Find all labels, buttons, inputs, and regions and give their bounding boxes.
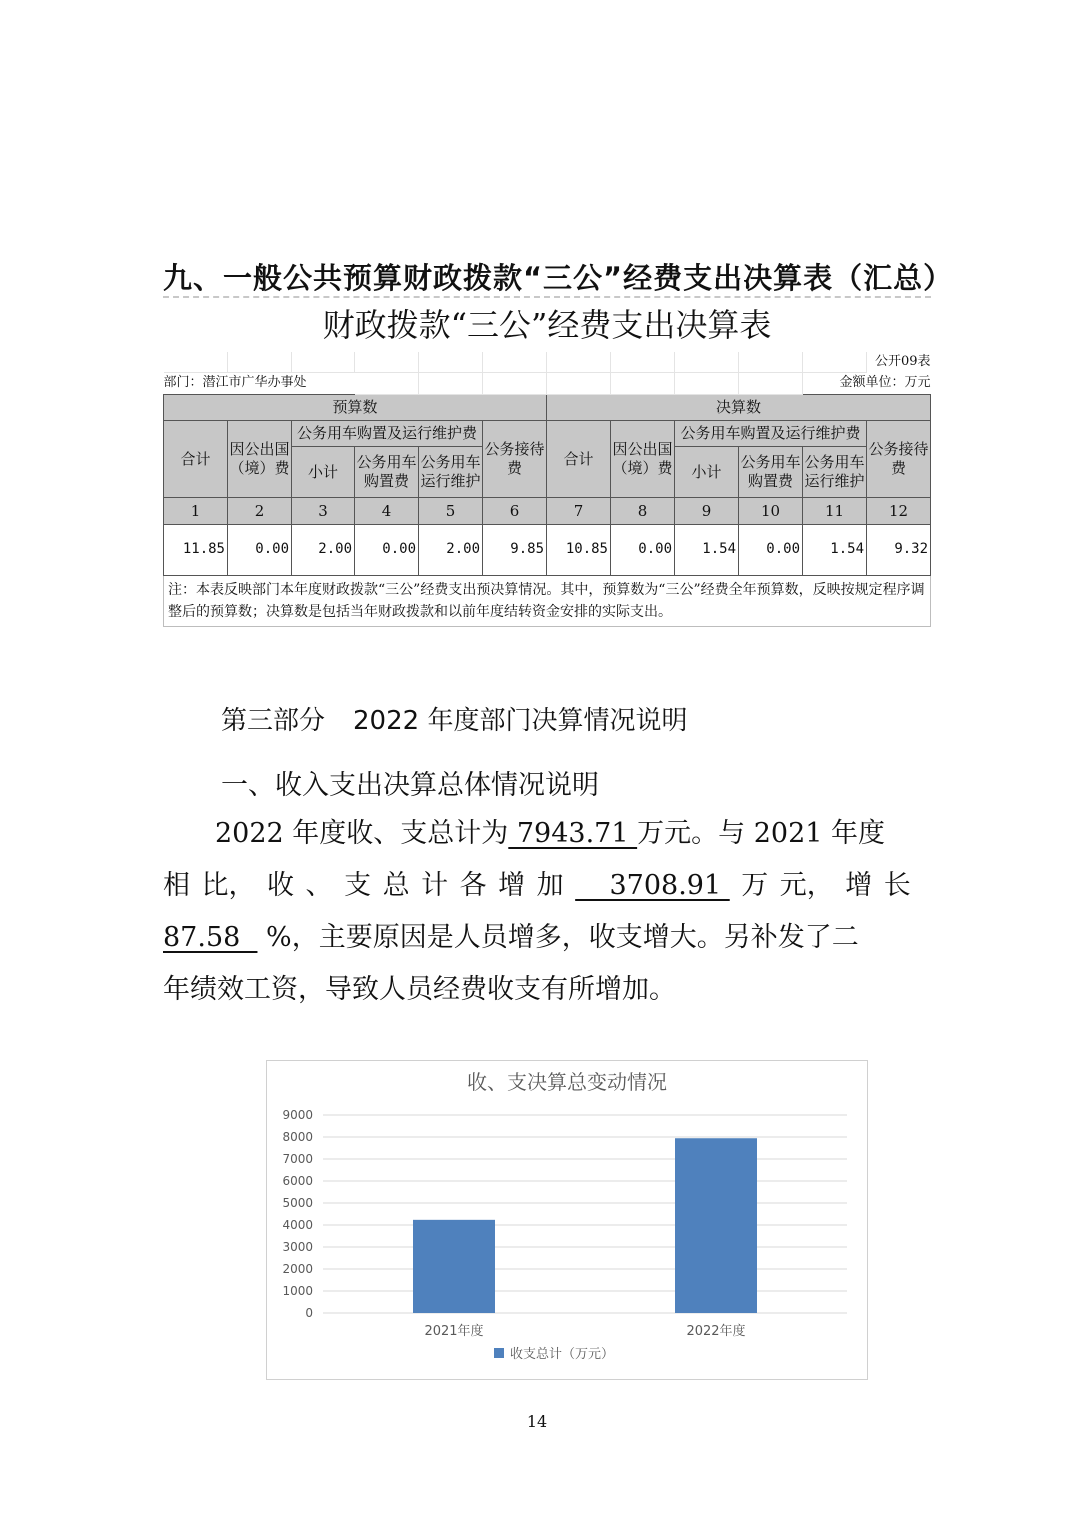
value-cell: 10.85: [547, 525, 611, 576]
budget-maint-header: 公务用车运行维护: [419, 447, 483, 498]
paragraph-char: 相: [163, 870, 190, 901]
index-cell: 11: [803, 498, 867, 525]
y-tick-label: 6000: [282, 1174, 313, 1188]
y-tick-label: 4000: [282, 1218, 313, 1232]
value-cell: 0.00: [228, 525, 292, 576]
page-number: 14: [526, 1412, 548, 1431]
y-tick-label: 1000: [282, 1284, 313, 1298]
paragraph-char: 长: [883, 870, 911, 901]
table-title: 财政拨款“三公”经费支出决算表: [322, 306, 772, 344]
index-cell: 1: [164, 498, 228, 525]
value-cell: 9.32: [867, 525, 931, 576]
table-note: 注：本表反映部门本年度财政拨款“三公”经费支出预决算情况。其中，预算数为“三公”经费全年预算数，反映按规定程序调整后的预算数；决算数是包括当年财政拨款和以前年度结转资金安排的实际支出。: [164, 576, 931, 627]
paragraph-char: 加: [536, 870, 564, 901]
bar: [675, 1138, 757, 1313]
sub-heading: 一、收入支出决算总体情况说明: [221, 770, 599, 801]
budget-total-header: 合计: [164, 421, 228, 498]
paragraph-char: 、: [305, 870, 333, 901]
chart-title: 收、支决算总变动情况: [467, 1070, 667, 1094]
final-total-header: 合计: [547, 421, 611, 498]
x-tick-label: 2021年度: [424, 1324, 484, 1339]
paragraph-char: 计: [421, 870, 449, 901]
y-tick-label: 7000: [282, 1152, 313, 1166]
bar: [413, 1220, 495, 1313]
y-tick-label: 9000: [282, 1108, 313, 1122]
value-cell: 0.00: [611, 525, 675, 576]
paragraph-char: 增: [498, 870, 526, 901]
chart-svg: [267, 1061, 867, 1379]
paragraph-char: 总: [382, 870, 410, 901]
y-tick-label: 0: [305, 1306, 313, 1320]
value-cell: 1.54: [675, 525, 739, 576]
index-cell: 9: [675, 498, 739, 525]
index-cell: 4: [355, 498, 419, 525]
paragraph-text: 2022 年度收、支总计为: [215, 818, 509, 849]
paragraph-char: 各: [459, 870, 487, 901]
value-cell: 2.00: [292, 525, 355, 576]
index-cell: 8: [611, 498, 675, 525]
budget-abroad-header: 因公出国（境）费: [228, 421, 292, 498]
part-title: 2022 年度部门决算情况说明: [353, 706, 688, 736]
index-cell: 3: [292, 498, 355, 525]
department-label: 部门：潜江市广华办事处: [163, 375, 307, 391]
budget-vehicle-header: 公务用车购置及运行维护费: [292, 421, 483, 447]
paragraph-char: 万: [741, 870, 769, 901]
income-expense-chart: [266, 1060, 868, 1380]
paragraph-char: 增: [845, 870, 873, 901]
y-tick-label: 3000: [282, 1240, 313, 1254]
paragraph-char: 元，: [779, 870, 834, 901]
final-header: 决算数: [547, 395, 931, 421]
value-cell: 11.85: [164, 525, 228, 576]
legend-label: 收支总计（万元）: [510, 1347, 615, 1362]
index-cell: 5: [419, 498, 483, 525]
index-cell: 7: [547, 498, 611, 525]
paragraph-line: [163, 912, 911, 964]
legend-swatch: [494, 1348, 504, 1358]
y-tick-label: 5000: [282, 1196, 313, 1210]
final-maint-header: 公务用车运行维护: [803, 447, 867, 498]
budget-reception-header: 公务接待费: [483, 421, 547, 498]
section-title: 九、一般公共预算财政拨款“三公”经费支出决算表（汇总）: [163, 261, 954, 295]
index-cell: 2: [228, 498, 292, 525]
final-abroad-header: 因公出国（境）费: [611, 421, 675, 498]
index-cell: 12: [867, 498, 931, 525]
increase-value: 3708.91: [575, 870, 730, 901]
value-cell: 0.00: [739, 525, 803, 576]
unit-label: 金额单位：万元: [839, 375, 931, 391]
value-cell: 0.00: [355, 525, 419, 576]
budget-header: 预算数: [164, 395, 547, 421]
paragraph-line: [163, 808, 911, 860]
paragraph-char: 支: [344, 870, 372, 901]
final-vehicle-header: 公务用车购置及运行维护费: [675, 421, 867, 447]
value-cell: 2.00: [419, 525, 483, 576]
final-subtotal-header: 小计: [675, 447, 739, 498]
final-reception-header: 公务接待费: [867, 421, 931, 498]
index-cell: 6: [483, 498, 547, 525]
part-label: 第三部分: [221, 706, 326, 736]
final-purchase-header: 公务用车购置费: [739, 447, 803, 498]
paragraph-text: %，主要原因是人员增多，收支增大。另补发了二: [257, 922, 859, 953]
value-cell: 9.85: [483, 525, 547, 576]
paragraph-char: 收: [267, 870, 295, 901]
table-code: 公开09表: [875, 354, 931, 370]
y-tick-label: 8000: [282, 1130, 313, 1144]
three-public-expense-table: [163, 296, 931, 632]
paragraph-line: [163, 860, 911, 912]
index-cell: 10: [739, 498, 803, 525]
x-tick-label: 2022年度: [686, 1324, 746, 1339]
paragraph-char: 比，: [201, 870, 256, 901]
y-tick-label: 2000: [282, 1262, 313, 1276]
part-heading: [221, 700, 687, 737]
paragraph-text: 万元。与 2021 年度: [637, 818, 886, 849]
budget-purchase-header: 公务用车购置费: [355, 447, 419, 498]
total-value: 7943.71: [508, 818, 638, 849]
value-cell: 1.54: [803, 525, 867, 576]
summary-paragraph: [163, 808, 911, 1016]
growth-value: 87.58: [163, 922, 258, 953]
paragraph-line: 年绩效工资，导致人员经费收支有所增加。: [163, 974, 676, 1005]
budget-subtotal-header: 小计: [292, 447, 355, 498]
